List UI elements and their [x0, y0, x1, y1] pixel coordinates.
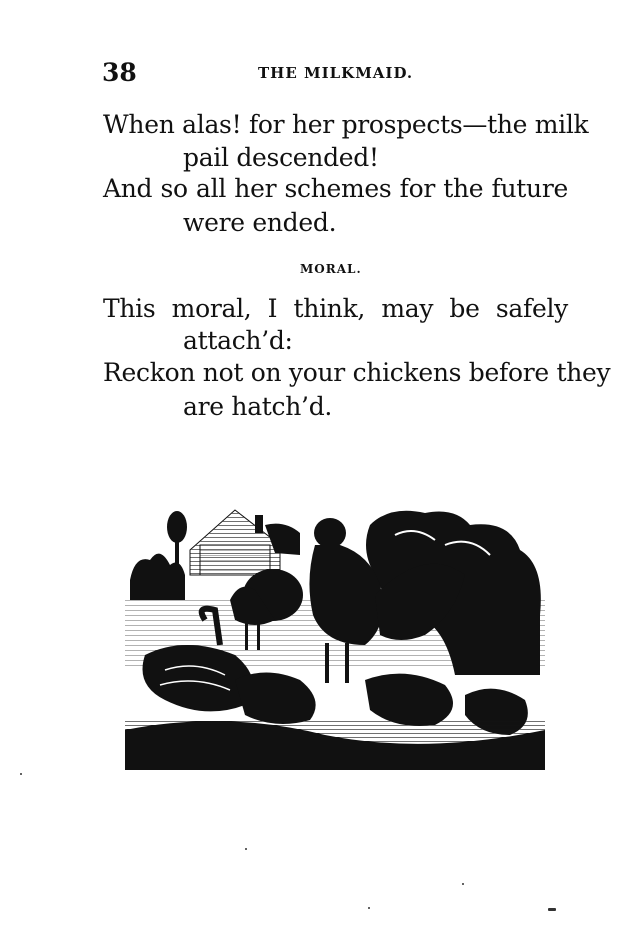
- paper-speck: [368, 907, 370, 909]
- paper-speck: [548, 908, 556, 911]
- paper-speck: [462, 883, 464, 885]
- running-head: THE MILKMAID.: [258, 64, 414, 82]
- verse-line: were ended.: [183, 208, 337, 237]
- moral-line: are hatch’d.: [183, 392, 333, 421]
- moral-line: Reckon not on your chickens before they: [103, 358, 611, 387]
- verse-line: pail descended!: [183, 143, 379, 172]
- verse-line: And so all her schemes for the future: [103, 174, 568, 203]
- ground: [125, 720, 545, 770]
- paper-speck: [245, 848, 247, 850]
- farmyard-engraving: [125, 505, 545, 770]
- verse-line: When alas! for her prospects—the milk: [103, 110, 589, 139]
- moral-line: attach’d:: [183, 326, 293, 355]
- page-number: 38: [102, 58, 137, 87]
- moral-heading: MORAL.: [300, 262, 362, 276]
- paper-speck: [20, 773, 22, 775]
- moral-line: This moral, I think, may be safely: [103, 294, 568, 323]
